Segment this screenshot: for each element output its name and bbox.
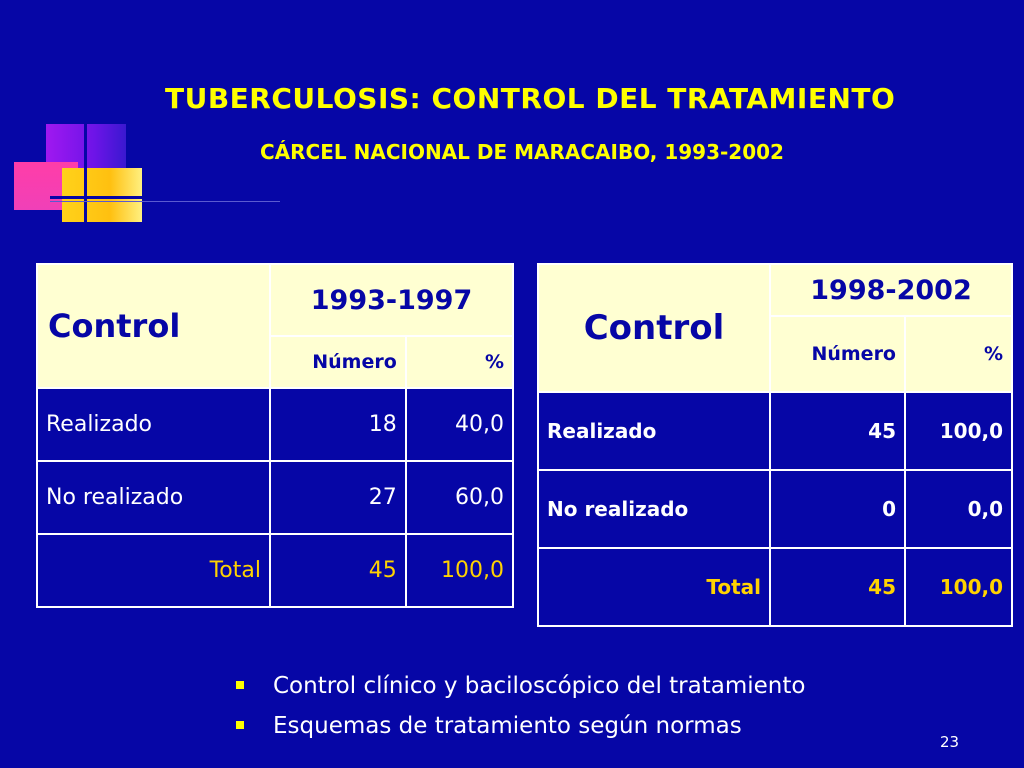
row-percent: 100,0 xyxy=(406,534,513,607)
row-percent: 60,0 xyxy=(406,461,513,534)
page-number: 23 xyxy=(940,733,960,751)
row-numero: 45 xyxy=(770,548,905,626)
col-numero-header: Número xyxy=(270,336,406,388)
row-percent: 100,0 xyxy=(905,548,1012,626)
row-numero: 27 xyxy=(270,461,406,534)
slide-title: TUBERCULOSIS: CONTROL DEL TRATAMIENTO xyxy=(165,82,896,115)
table-row xyxy=(538,470,1012,548)
bullet-text: Control clínico y baciloscópico del tratamiento xyxy=(273,673,806,699)
col-numero-header: Número xyxy=(770,316,905,392)
decor-line-horizontal-long xyxy=(50,201,280,202)
col-percent-header: % xyxy=(905,316,1012,392)
row-percent: 100,0 xyxy=(905,392,1012,470)
row-numero: 45 xyxy=(770,392,905,470)
row-label: Total xyxy=(538,548,770,626)
table-row-total xyxy=(538,548,1012,626)
row-label: Realizado xyxy=(37,388,270,461)
bullet-item xyxy=(236,668,805,708)
table-1998-2002 xyxy=(537,263,1013,627)
row-numero: 18 xyxy=(270,388,406,461)
col-percent-header: % xyxy=(406,336,513,388)
decor-square-yellow xyxy=(62,168,142,222)
table-row xyxy=(37,461,513,534)
row-label: No realizado xyxy=(538,470,770,548)
control-header: Control xyxy=(538,264,770,392)
row-numero: 0 xyxy=(770,470,905,548)
period-header: 1993-1997 xyxy=(270,264,513,336)
table-1993-1997 xyxy=(36,263,514,608)
bullet-square-icon xyxy=(236,681,244,689)
table-row xyxy=(538,392,1012,470)
period-header: 1998-2002 xyxy=(770,264,1012,316)
table-row xyxy=(37,388,513,461)
control-header: Control xyxy=(37,264,270,388)
row-label: Realizado xyxy=(538,392,770,470)
bullet-item xyxy=(236,708,805,748)
row-label: No realizado xyxy=(37,461,270,534)
row-percent: 0,0 xyxy=(905,470,1012,548)
row-percent: 40,0 xyxy=(406,388,513,461)
bullet-square-icon xyxy=(236,721,244,729)
row-numero: 45 xyxy=(270,534,406,607)
bullet-text: Esquemas de tratamiento según normas xyxy=(273,713,742,739)
decor-line-vertical xyxy=(84,116,87,224)
slide-subtitle: CÁRCEL NACIONAL DE MARACAIBO, 1993-2002 xyxy=(260,140,784,164)
table-row-total xyxy=(37,534,513,607)
bullet-list xyxy=(236,668,805,748)
decor-line-horizontal xyxy=(50,196,142,199)
row-label: Total xyxy=(37,534,270,607)
